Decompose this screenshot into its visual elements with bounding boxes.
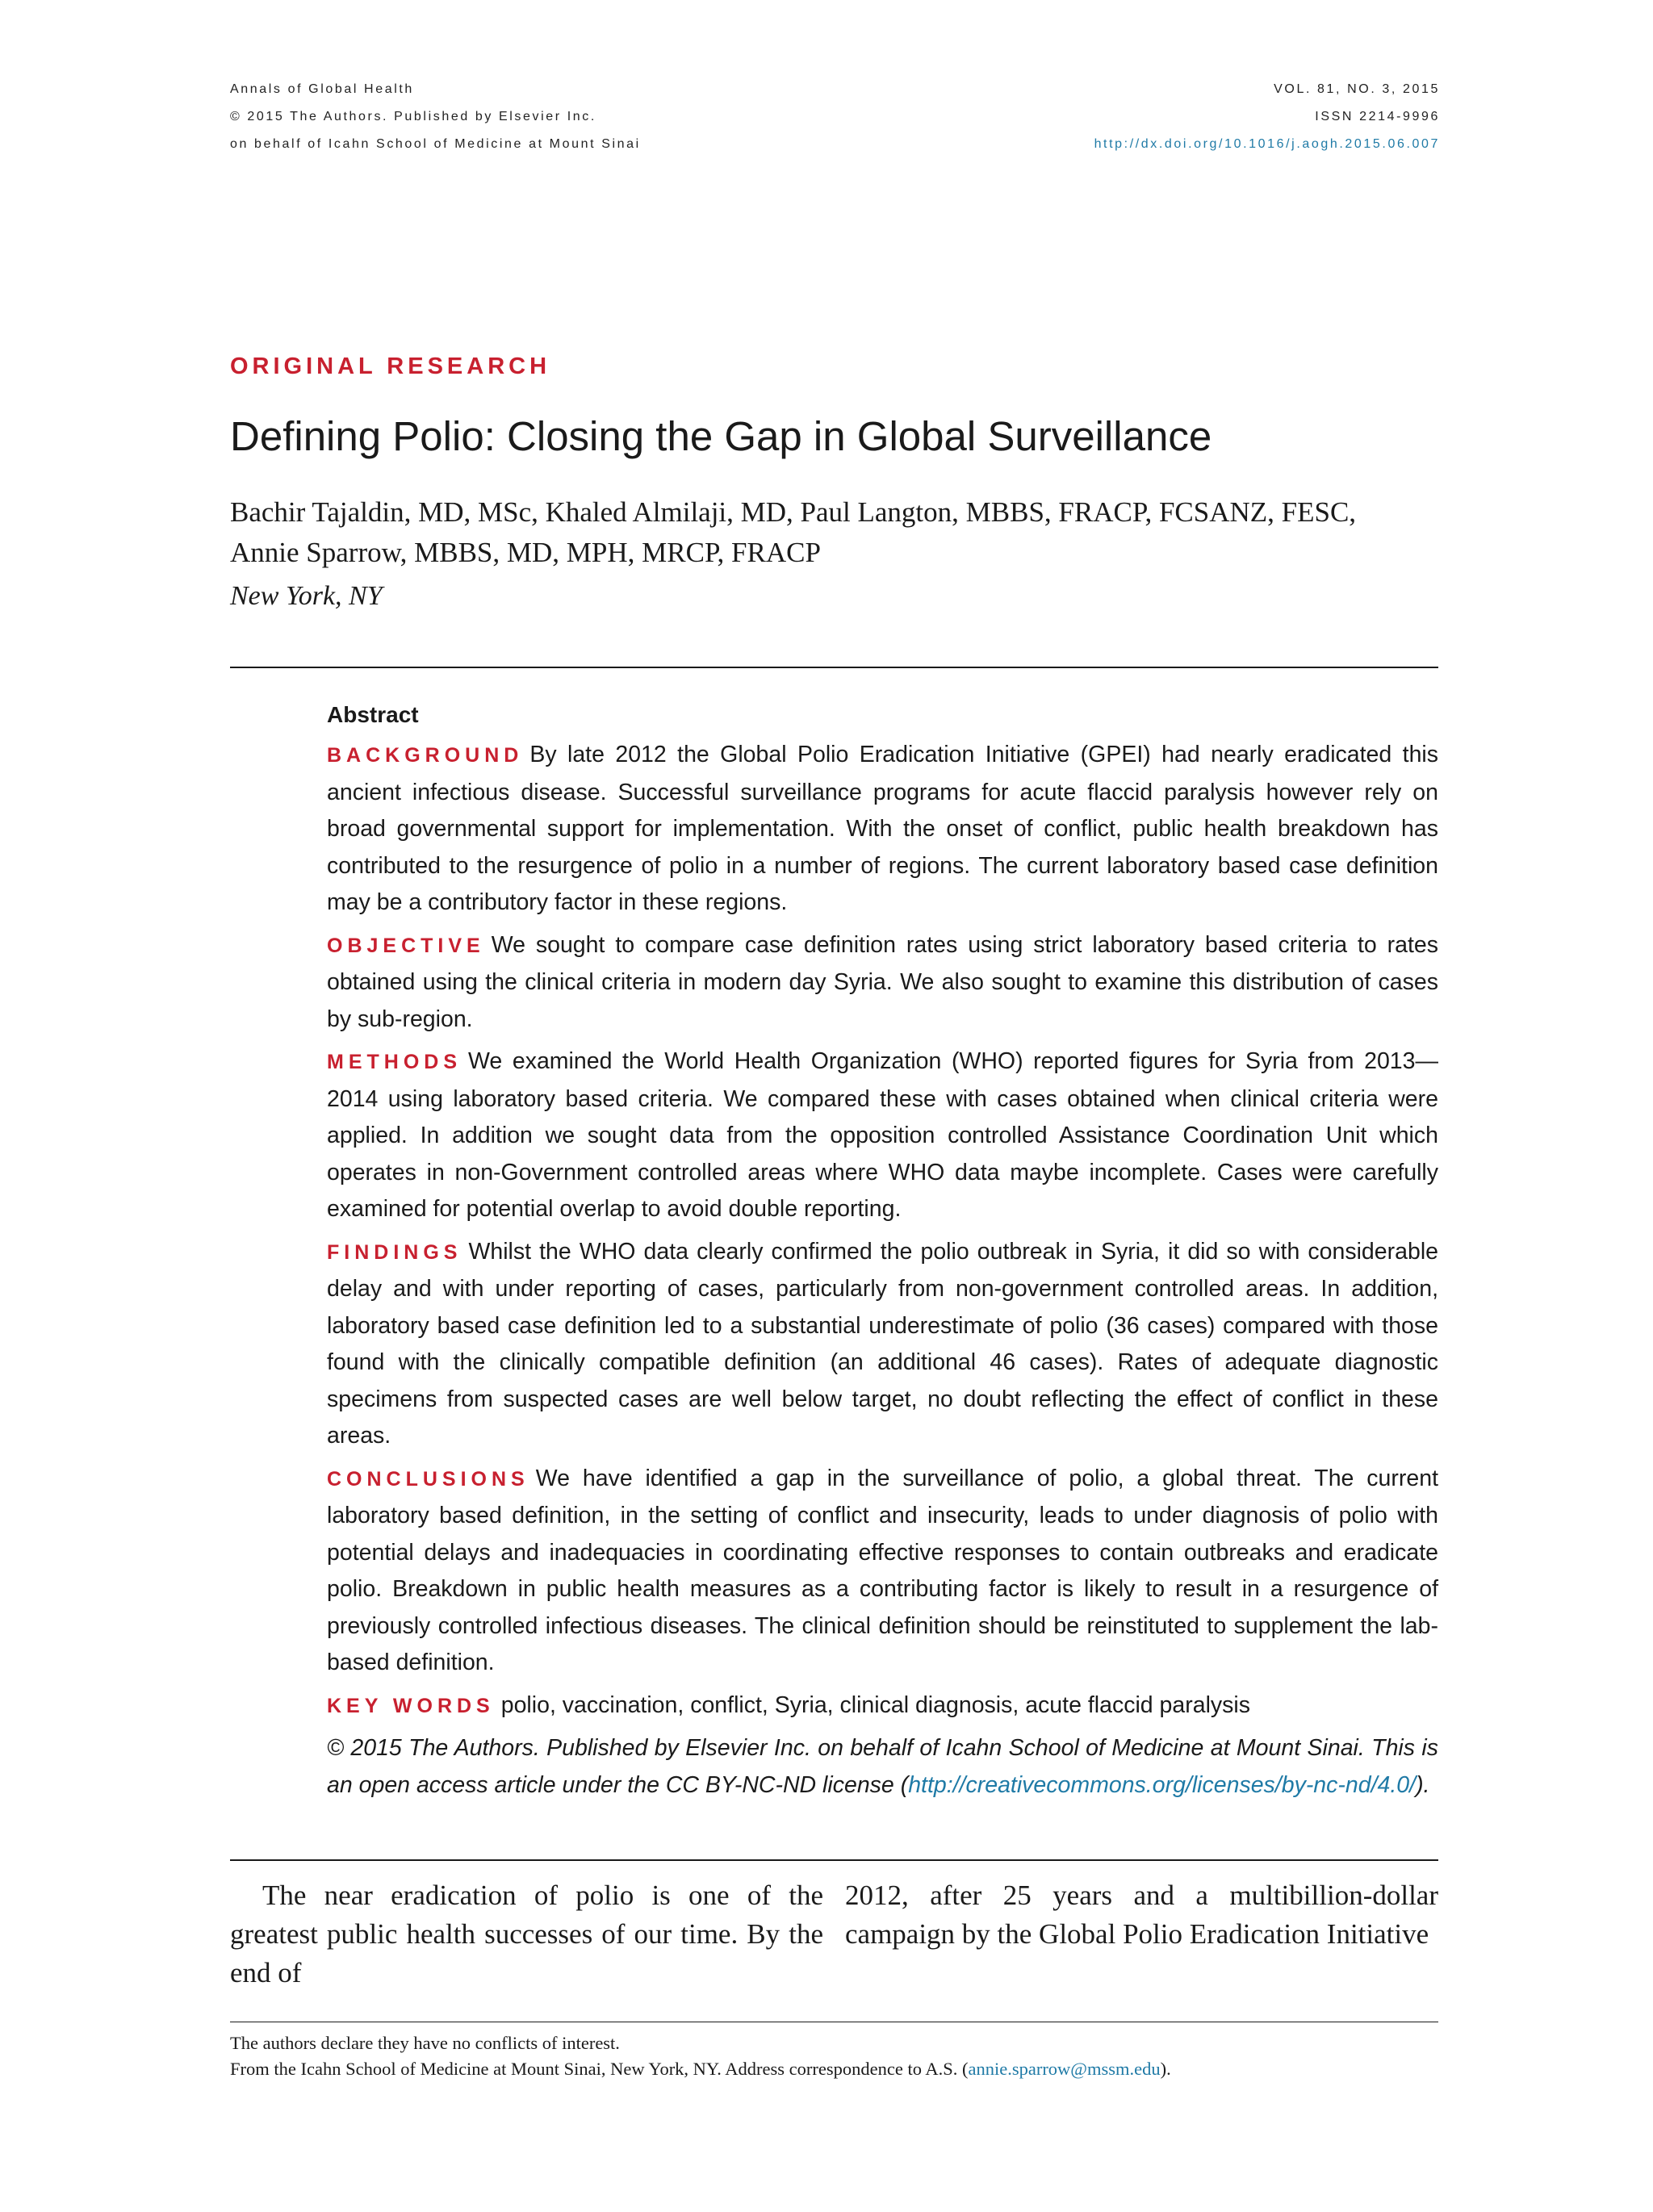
correspondence-text: From the Icahn School of Medicine at Mount Sinai, New York, NY. Address correspondence to A.S. (	[230, 2059, 969, 2079]
section-label: BACKGROUND	[327, 744, 524, 767]
abstract-findings	[327, 1234, 1438, 1455]
section-label: METHODS	[327, 1051, 462, 1073]
correspondence-end: ).	[1160, 2059, 1171, 2079]
section-label: KEY WORDS	[327, 1694, 495, 1717]
conflict-statement: The authors declare they have no conflicts of interest.	[230, 2033, 620, 2053]
authors-line-1: Bachir Tajaldin, MD, MSc, Khaled Almilaji, MD, Paul Langton, MBBS, FRACP, FCSANZ, FESC,	[230, 496, 1357, 528]
license-link[interactable]: http://creativecommons.org/licenses/by-nc-nd/4.0/	[908, 1771, 1417, 1798]
abstract-objective	[327, 927, 1438, 1039]
section-text: We sought to compare case definition rates using strict laboratory based criteria to rates obtained using the clinical criteria in modern day Syria. We also sought to examine this distribution of cases by sub-region.	[327, 931, 1438, 1032]
abstract-bottom-divider	[230, 1859, 1438, 1861]
correspondence-line	[230, 2056, 1441, 2082]
section-label: FINDINGS	[327, 1240, 462, 1264]
section-text: We have identified a gap in the surveillance of polio, a global threat. The current laboratory based definition, in the setting of conflict and insecurity, leads to under diagnosis of polio with potential delays and inadequacies in coordinating effective responses to contain outbreaks and eradicate polio. Breakdown in public health measures as a contributing factor is likely to result in a resurgence of previously controlled infectious diseases. The clinical definition should be reinstituted to supplement the lab-based definition.	[327, 1465, 1438, 1675]
abstract-heading: Abstract	[327, 702, 419, 727]
section-text: Whilst the WHO data clearly confirmed the polio outbreak in Syria, it did so with considerable delay and with under reporting of cases, particularly from non-government controlled areas. In addition, laboratory based case definition led to a substantial underestimate of polio (36 cases) compared with those found with the clinically compatible definition (an additional 46 cases). Rates of adequate diagnostic specimens from suspected cases are well below target, no doubt reflecting the effect of conflict in these areas.	[327, 1238, 1438, 1449]
body-column-left: The near eradication of polio is one of the greatest public health successes of our time. By the end of	[230, 1880, 823, 1988]
journal-name: Annals of Global Health	[230, 82, 414, 96]
abstract-methods	[327, 1043, 1438, 1228]
section-label: OBJECTIVE	[327, 934, 485, 957]
top-divider	[230, 667, 1438, 668]
body-column-right: 2012, after 25 years and a multibillion-dollar campaign by the Global Polio Eradication Initiative	[845, 1880, 1438, 1950]
volume-line: VOL. 81, NO. 3, 2015	[1274, 82, 1440, 96]
abstract	[327, 699, 1438, 1809]
journal-header-right	[1094, 76, 1440, 158]
license-text: © 2015 The Authors. Published by Elsevier Inc. on behalf of Icahn School of Medicine at Mount Sinai. This is an open access article under the CC BY-NC-ND license (	[327, 1735, 1438, 1798]
license-end: ).	[1416, 1771, 1430, 1798]
abstract-keywords	[327, 1687, 1438, 1725]
article-type-label: ORIGINAL RESEARCH	[230, 353, 551, 379]
abstract-background	[327, 737, 1438, 922]
section-label: CONCLUSIONS	[327, 1467, 529, 1491]
section-text: By late 2012 the Global Polio Eradication Initiative (GPEI) had nearly eradicated this ancient infectious disease. Successful surveillance programs for acute flaccid paralysis however rely on broad governmental support for implementation. With the onset of conflict, public health breakdown has contributed to the resurgence of polio in a number of regions. The current laboratory based case definition may be a contributory factor in these regions.	[327, 742, 1438, 915]
section-text: polio, vaccination, conflict, Syria, clinical diagnosis, acute flaccid paralysis	[500, 1691, 1251, 1718]
affiliation: New York, NY	[230, 581, 383, 611]
doi-link[interactable]: http://dx.doi.org/10.1016/j.aogh.2015.06.007	[1094, 137, 1440, 151]
section-text: We examined the World Health Organization (WHO) reported figures for Syria from 2013—2014 using laboratory based criteria. We compared these with cases obtained when clinical criteria were applied. In addition we sought data from the opposition controlled Assistance Coordination Unit which operates in non-Government controlled areas where WHO data maybe incomplete. Cases were carefully examined for potential overlap to avoid double reporting.	[327, 1048, 1438, 1222]
footnotes	[230, 2030, 1441, 2082]
article-title: Defining Polio: Closing the Gap in Global Surveillance	[230, 413, 1212, 459]
authors-line-2: Annie Sparrow, MBBS, MD, MPH, MRCP, FRACP	[230, 537, 821, 568]
issn-line: ISSN 2214-9996	[1315, 110, 1440, 123]
license-statement	[327, 1730, 1438, 1804]
abstract-conclusions	[327, 1461, 1438, 1682]
email-link[interactable]: annie.sparrow@mssm.edu	[968, 2059, 1161, 2079]
journal-header-left	[230, 76, 641, 158]
copyright-line: © 2015 The Authors. Published by Elsevier Inc.	[230, 110, 596, 123]
author-list	[230, 492, 1441, 573]
behalf-line: on behalf of Icahn School of Medicine at Mount Sinai	[230, 137, 641, 151]
